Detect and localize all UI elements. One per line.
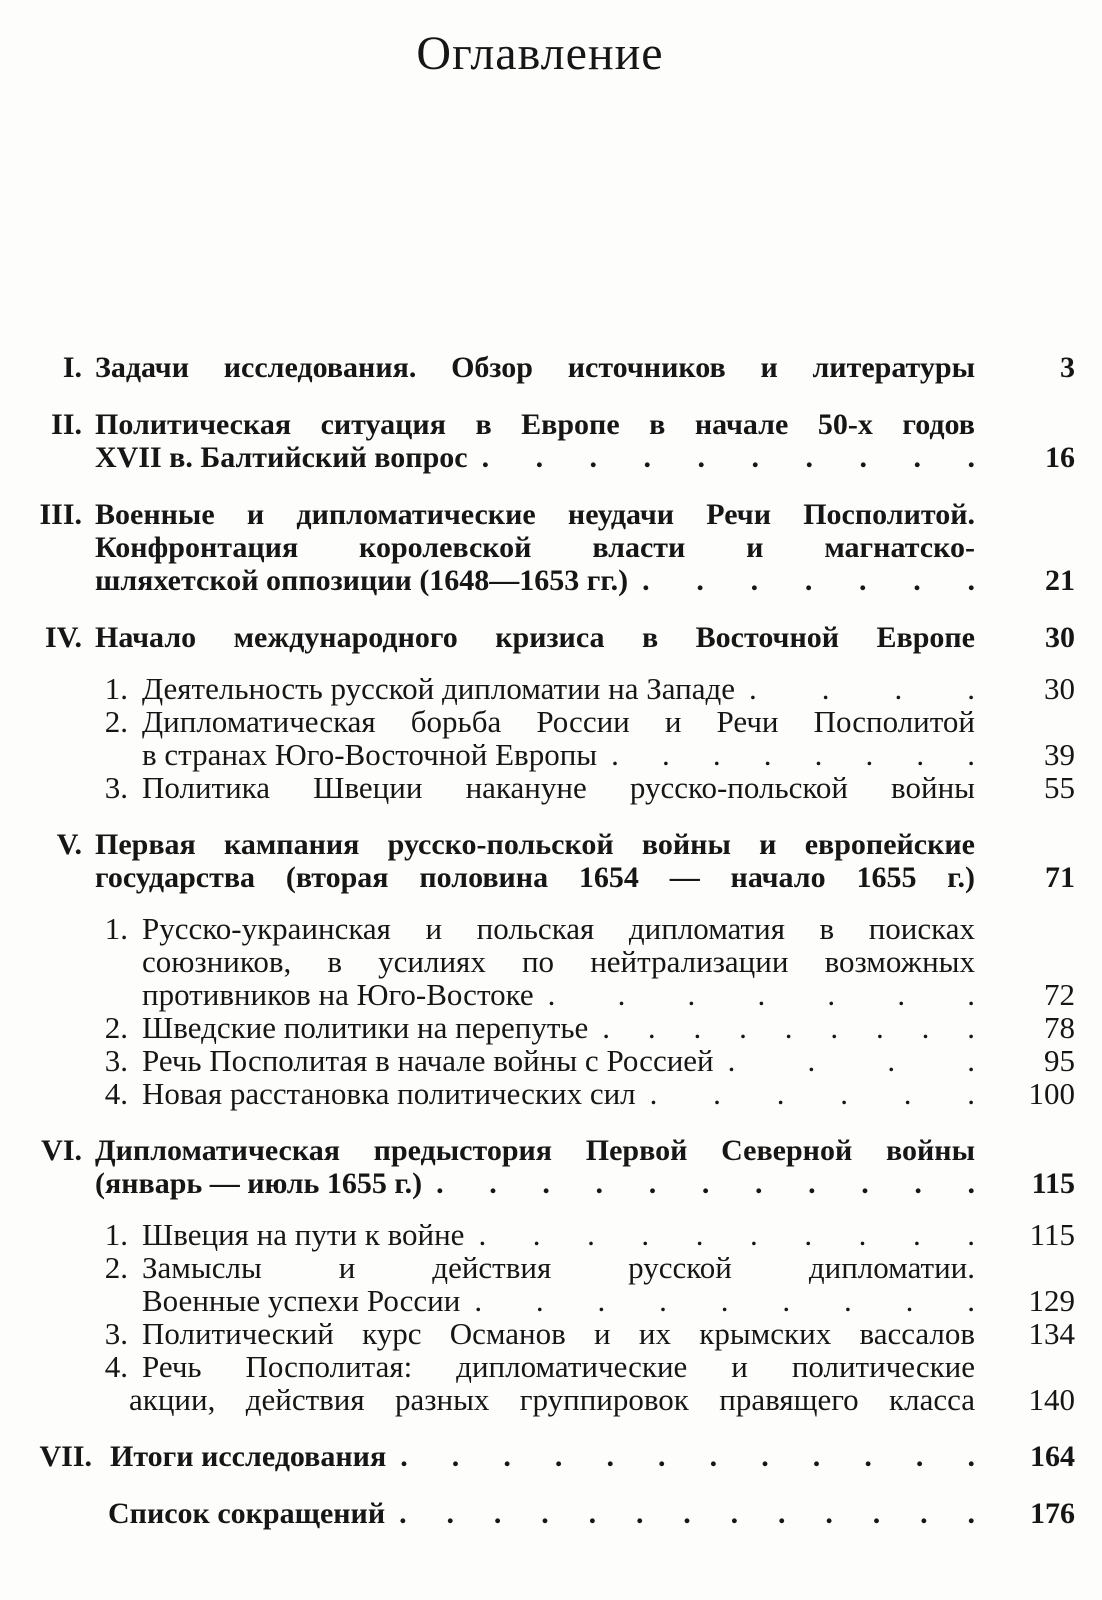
toc-entry (0, 1497, 1075, 1530)
page-number: 134 (1028, 1316, 1075, 1351)
toc-entry (0, 1134, 1075, 1200)
title-line: Конфронтация королевской власти и магнатско- (95, 531, 975, 564)
page-number: 115 (1031, 1167, 1075, 1200)
dot-leader: . . . . . . (649, 1077, 975, 1110)
title-line-with-leader (142, 1284, 975, 1317)
title-line: (январь — июль 1655 г.) (95, 1167, 423, 1200)
title-line: Речь Посполитая в начале войны с Россией (142, 1043, 714, 1078)
section-number: 2. (104, 1250, 128, 1285)
section-number: 2. (104, 704, 128, 739)
title-line-with-leader (108, 1497, 975, 1530)
title-line: Список сокращений (108, 1497, 386, 1530)
page-number: 95 (1044, 1043, 1075, 1078)
chapter-number: V. (56, 828, 82, 861)
dot-leader: . . . . . . . (547, 978, 975, 1011)
section-number: 4. (104, 1076, 128, 1111)
section-number: 3. (104, 1316, 128, 1351)
title-line-with-leader (95, 441, 975, 474)
entry-title (132, 1077, 975, 1110)
toc-chapter-3 (0, 498, 1075, 597)
entry-title (98, 1440, 975, 1473)
toc-abbreviations (0, 1497, 1075, 1530)
title-line: Военные успехи России (142, 1283, 461, 1318)
title-line: Политическая ситуация в Европе в начале 50-х годов (95, 408, 975, 441)
title-line: XVII в. Балтийский вопрос (95, 441, 468, 474)
section-number: 3. (104, 770, 128, 805)
chapter-number: II. (51, 408, 82, 441)
entry-title (132, 705, 975, 771)
chapter-number: VI. (41, 1134, 82, 1167)
dot-leader: . . . . (727, 1044, 975, 1077)
section-number: 1. (104, 671, 128, 706)
toc-entry (0, 621, 1075, 654)
toc-subentry (0, 1044, 1075, 1077)
dot-leader: . . . . . . . . (611, 738, 975, 771)
toc-entry (0, 408, 1075, 474)
toc-subentry (0, 912, 1075, 1011)
title-line-with-leader (142, 1218, 975, 1251)
title-line-with-leader (142, 1077, 975, 1110)
title-line: Дипломатическая борьба России и Речи Посполитой (142, 704, 975, 739)
dot-leader: . . . . . . . . . . . . . (399, 1497, 975, 1530)
section-number: 2. (104, 1010, 128, 1045)
title-line: Русско-украинская и польская дипломатия в поисках (142, 911, 975, 946)
chapter-number: IV. (45, 621, 82, 654)
toc-subentry (0, 1218, 1075, 1251)
title-line: союзников, в усилиях по нейтрализации возможных (142, 944, 975, 979)
dot-leader: . . . . . . . . . . . (436, 1167, 975, 1200)
section-number: 1. (104, 1217, 128, 1252)
page-number: 176 (1030, 1497, 1075, 1530)
title-line: акции, действия разных группировок правящего класса (129, 1382, 975, 1417)
title-line: Итоги исследования (110, 1440, 387, 1473)
entry-title (88, 828, 975, 894)
page-number: 100 (1028, 1076, 1075, 1111)
entry-title (132, 1218, 975, 1251)
entry-title (88, 351, 975, 384)
page-number: 39 (1044, 737, 1075, 772)
toc-chapter-7 (0, 1440, 1075, 1473)
entry-title (88, 498, 975, 597)
title-line: государства (вторая половина 1654 — начало 1655 г.) (95, 861, 975, 894)
title-line: шляхетской оппозиции (1648—1653 гг.) (95, 564, 629, 597)
title-line: в странах Юго-Восточной Европы (142, 737, 598, 772)
toc-subsections (0, 912, 1075, 1110)
section-number: 1. (104, 911, 128, 946)
title-line-with-leader (142, 672, 975, 705)
toc-entry (0, 351, 1075, 384)
page-number: 78 (1044, 1010, 1075, 1045)
toc-chapter-4 (0, 621, 1075, 804)
entry-title (132, 771, 975, 804)
toc-entry (0, 1440, 1075, 1473)
section-number: 4. (104, 1349, 128, 1384)
toc-subsections (0, 1218, 1075, 1416)
title-line: Шведские политики на перепутье (142, 1010, 589, 1045)
page-number: 72 (1044, 977, 1075, 1012)
entry-title (132, 1011, 975, 1044)
page-number: 164 (1030, 1440, 1075, 1473)
toc-subentry (0, 1350, 1075, 1416)
toc-chapter-5 (0, 828, 1075, 1110)
title-line-with-leader (110, 1440, 975, 1473)
toc-chapter-1 (0, 351, 1075, 384)
dot-leader: . . . . (748, 672, 975, 705)
title-line: Военные и дипломатические неудачи Речи Посполитой. (95, 498, 975, 531)
title-line: Начало международного кризиса в Восточной Европе (95, 621, 975, 654)
toc-entry (0, 498, 1075, 597)
title-line-with-leader (95, 564, 975, 597)
page-number: 129 (1028, 1283, 1075, 1318)
title-line: Речь Посполитая: дипломатические и политические (142, 1349, 975, 1384)
page-number: 30 (1044, 671, 1075, 706)
chapter-number: VII. (39, 1440, 92, 1473)
dot-leader: . . . . . . . . . (602, 1011, 975, 1044)
dot-leader: . . . . . . . . . . (478, 1218, 975, 1251)
toc-subentry (0, 1077, 1075, 1110)
title-line-with-leader (95, 1167, 975, 1200)
toc-chapter-2 (0, 408, 1075, 474)
toc-subentry (0, 1251, 1075, 1317)
title-line: Первая кампания русско-польской войны и европейские (95, 828, 975, 861)
dot-leader: . . . . . . . . . (474, 1284, 975, 1317)
title-line-with-leader (142, 978, 975, 1011)
toc-subentry (0, 672, 1075, 705)
entry-title (132, 1044, 975, 1077)
dot-leader: . . . . . . . . . . . . (400, 1440, 975, 1473)
page-number: 30 (1045, 621, 1075, 654)
table-of-contents (0, 351, 1075, 1530)
title-line: Замыслы и действия русской дипломатии. (142, 1250, 975, 1285)
page-number: 16 (1045, 441, 1075, 474)
toc-subentry (0, 771, 1075, 804)
entry-title (88, 621, 975, 654)
entry-title (129, 1349, 975, 1417)
toc-entry (0, 828, 1075, 894)
title-line: Политический курс Османов и их крымских вассалов (142, 1316, 975, 1351)
title-line-with-leader (142, 738, 975, 771)
entry-title (132, 672, 975, 705)
toc-subentry (0, 1317, 1075, 1350)
title-line: Швеция на пути к войне (142, 1217, 465, 1252)
title-line-with-leader (142, 1011, 975, 1044)
title-line: противников на Юго-Востоке (142, 977, 534, 1012)
page-title: Оглавление (416, 27, 664, 80)
title-line: Задачи исследования. Обзор источников и литературы (95, 351, 975, 384)
toc-chapter-6 (0, 1134, 1075, 1416)
chapter-number: III. (39, 498, 82, 531)
page-number: 3 (1060, 351, 1075, 384)
entry-title (88, 1134, 975, 1200)
toc-subentry (0, 705, 1075, 771)
page-number: 71 (1045, 861, 1075, 894)
entry-title (132, 1317, 975, 1350)
dot-leader: . . . . . . . . . . (481, 441, 975, 474)
title-line: Политика Швеции накануне русско-польской войны (142, 770, 975, 805)
page-number: 140 (1028, 1382, 1075, 1417)
entry-title (88, 408, 975, 474)
page-number: 21 (1045, 564, 1075, 597)
dot-leader: . . . . . . . (642, 564, 975, 597)
toc-subsections (0, 672, 1075, 804)
title-line: Новая расстановка политических сил (142, 1076, 636, 1111)
page-number: 55 (1044, 770, 1075, 805)
page-number: 115 (1029, 1217, 1075, 1252)
entry-title (88, 1497, 975, 1530)
entry-title (132, 1251, 975, 1317)
chapter-number: I. (62, 351, 82, 384)
title-line-with-leader (142, 1044, 975, 1077)
section-number: 3. (104, 1043, 128, 1078)
entry-title (132, 912, 975, 1011)
toc-subentry (0, 1011, 1075, 1044)
title-line: Дипломатическая предыстория Первой Северной войны (95, 1134, 975, 1167)
title-line: Деятельность русской дипломатии на Западе (142, 671, 735, 706)
